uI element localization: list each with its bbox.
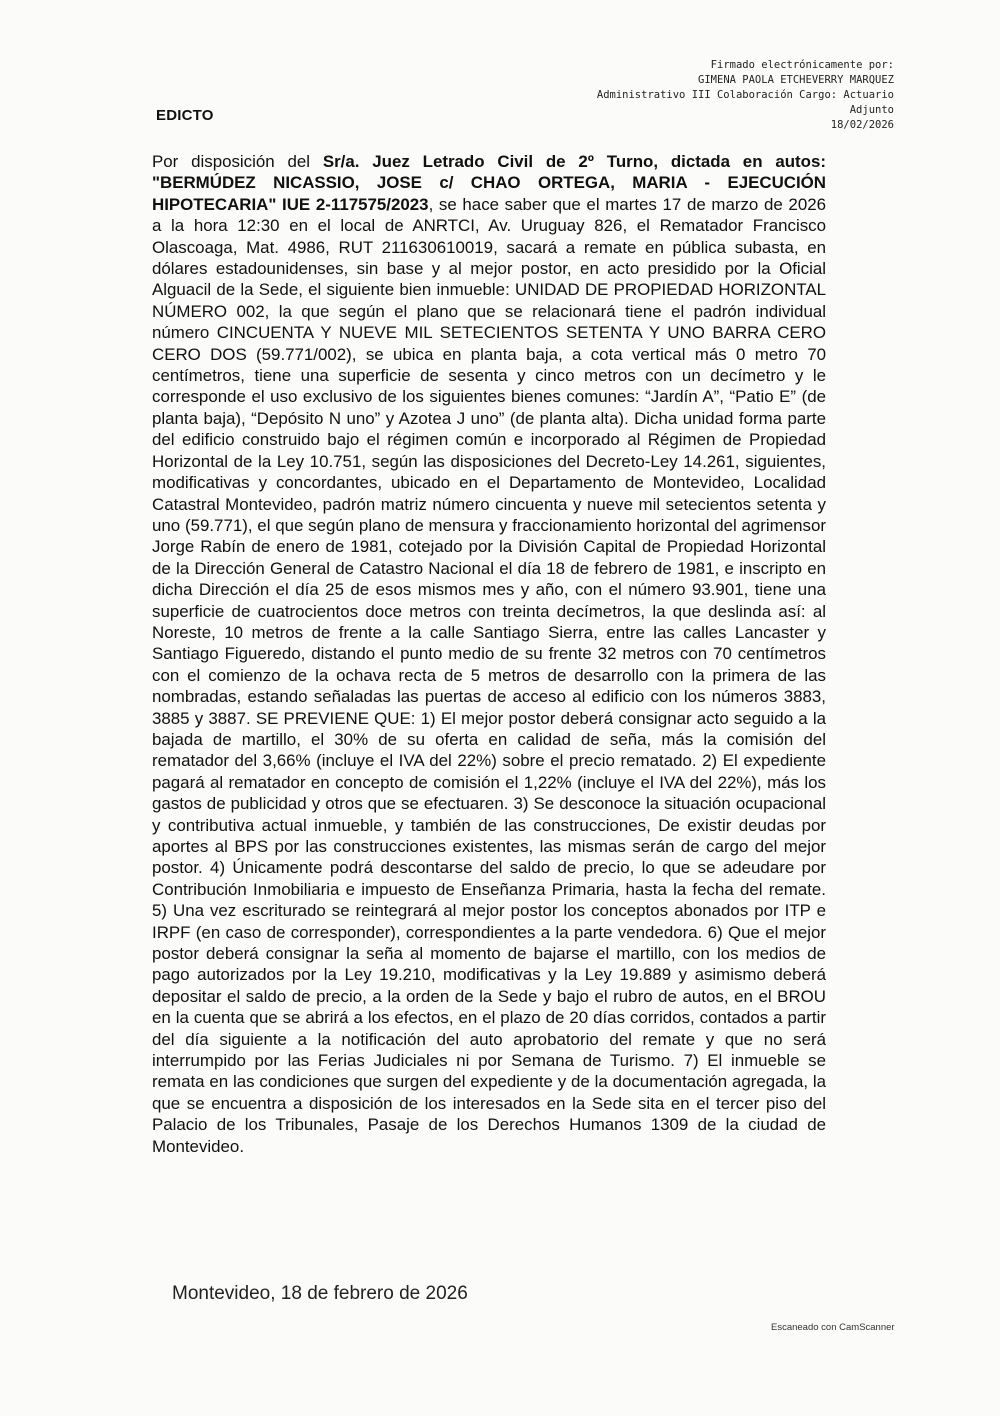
scanner-watermark-note: Escaneado con CamScanner [771, 1322, 895, 1333]
edict-body [152, 151, 826, 1157]
signature-line-role: Administrativo III Colaboración Cargo: Actuario [596, 89, 894, 101]
date-line: Montevideo, 18 de febrero de 2026 [172, 1283, 468, 1304]
signature-line-signed-by: Firmado electrónicamente por: [710, 59, 894, 71]
signature-line-name: GIMENA PAOLA ETCHEVERRY MARQUEZ [698, 74, 894, 86]
body-intro: Por disposición del [152, 152, 323, 171]
signature-line-role-cont: Adjunto [849, 104, 894, 116]
body-main-text: , se hace saber que el martes 17 de marzo de 2026 a la hora 12:30 en el local de ANRTCI, Av. Uruguay 826, el Rematador Francisco Olascoaga, Mat. 4986, RUT 211630610019, sacará a remate en pública subasta, en dólares estadounidenses, sin base y al mejor postor, en acto presidido por la Oficial Alguacil de la Sede, el siguiente bien inmueble: UNIDAD DE PROPIEDAD HORIZONTAL NÚMERO 002, la que según el plano que se relacionará tiene el padrón individual número CINCUENTA Y NUEVE MIL SETECIENTOS SETENTA Y UNO BARRA CERO CERO DOS (59.771/002), se ubica en planta baja, a cota vertical más 0 metro 70 centímetros, tiene una superficie de sesenta y cinco metros con un decímetro y le corresponde el uso exclusivo de los siguientes bienes comunes: “Jardín A”, “Patio E” (de planta baja), “Depósito N uno” y Azotea J uno” (de planta alta). Dicha unidad forma parte del edificio construido bajo el régimen común e incorporado al Régimen de Propiedad Horizontal de la Ley 10.751, según las disposiciones del Decreto-Ley 14.261, siguientes, modificativas y concordantes, ubicado en el Departamento de Montevideo, Localidad Catastral Montevideo, padrón matriz número cincuenta y nueve mil setecientos setenta y uno (59.771), el que según plano de mensura y fraccionamiento horizontal del agrimensor Jorge Rabín de enero de 1981, cotejado por la División Capital de Propiedad Horizontal de la Dirección General de Catastro Nacional el día 18 de febrero de 1981, e inscripto en dicha Dirección el día 25 de esos mismos mes y año, con el número 93.901, tiene una superficie de cuatrocientos doce metros con treinta decímetros, la que deslinda así: al Noreste, 10 metros de frente a la calle Santiago Sierra, entre las calles Lancaster y Santiago Figueredo, distando el punto medio de su frente 32 metros con 70 centímetros con el comienzo de la ochava recta de 5 metros de desarrollo con la primera de las nombradas, estando señaladas las puertas de acceso al edificio con los números 3883, 3885 y 3887. SE PREVIENE QUE: 1) El mejor postor deberá consignar acto seguido a la bajada de martillo, el 30% de su oferta en calidad de seña, más la comisión del rematador del 3,66% (incluye el IVA del 22%) sobre el precio rematado. 2) El expediente pagará al rematador en concepto de comisión el 1,22% (incluye el IVA del 22%), más los gastos de publicidad y otros que se efectuaren. 3) Se desconoce la situación ocupacional y contributiva actual inmueble, y también de las construcciones, De existir deudas por aportes al BPS por las construcciones existentes, las mismas serán de cargo del mejor postor. 4) Únicamente podrá descontarse del saldo de precio, lo que se adeudare por Contribución Inmobiliaria e impuesto de Enseñanza Primaria, hasta la fecha del remate. 5) Una vez escriturado se reintegrará al mejor postor los conceptos abonados por ITP e IRPF (en caso de corresponder), correspondientes a la parte vendedora. 6) Que el mejor postor deberá consignar la seña al momento de bajarse el martillo, con los medios de pago autorizados por la Ley 19.210, modificativas y la Ley 19.889 y asimismo deberá depositar el saldo de precio, a la orden de la Sede y bajo el rubro de autos, en el BROU en la cuenta que se abrirá a los efectos, en el plazo de 20 días corridos, contados a partir del día siguiente a la notificación del auto aprobatorio del remate y que no será interrumpido por las Ferias Judiciales ni por Semana de Turismo. 7) El inmueble se remata en las condiciones que surgen del expediente y de la documentación agregada, la que se encuentra a disposición de los interesados en la Sede sita en el tercer piso del Palacio de los Tribunales, Pasaje de los Derechos Humanos 1309 de la ciudad de Montevideo. [152, 194, 826, 1156]
document-title: EDICTO [156, 107, 214, 124]
electronic-signature-block [597, 58, 894, 133]
body-court-and-case: Sr/a. Juez Letrado Civil de 2º Turno, dictada en autos: "BERMÚDEZ NICASSIO, JOSE c/ CHAO ORTEGA, MARIA - EJECUCIÓN HIPOTECARIA" IUE 2-117575/2023 [152, 152, 826, 214]
signature-line-date: 18/02/2026 [830, 119, 894, 131]
